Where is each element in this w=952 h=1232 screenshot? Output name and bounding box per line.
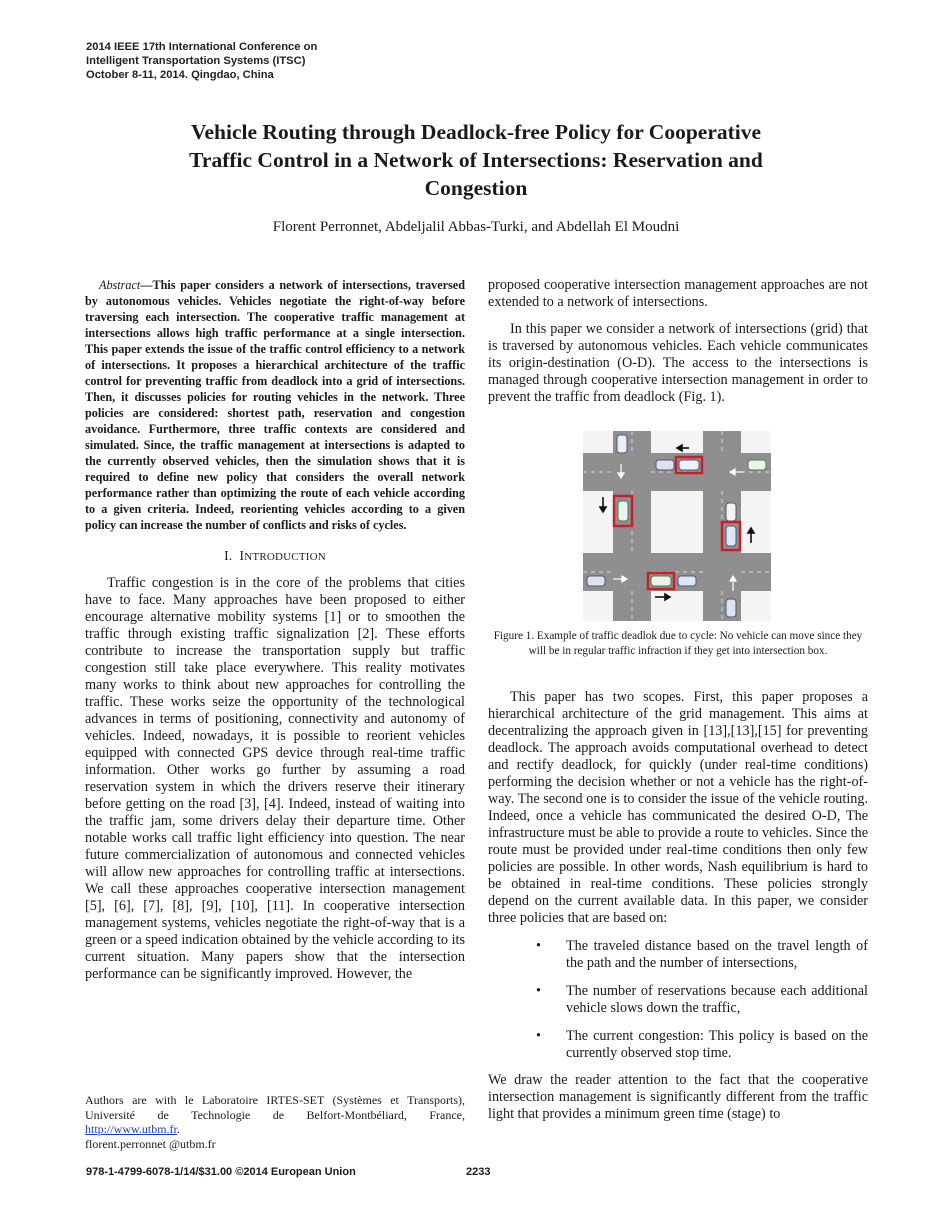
bullet-item-distance — [488, 938, 868, 972]
conference-line-1: 2014 IEEE 17th International Conference on — [86, 41, 318, 53]
bullet-dot: • — [536, 1028, 541, 1044]
footnote-affiliation — [85, 1093, 465, 1137]
bullet-dot: • — [536, 983, 541, 999]
conference-line-3: October 8-11, 2014. Qingdao, China — [86, 69, 274, 81]
footnote-text: Authors are with le Laboratoire IRTES-SET (Systèmes et Transports), Université de Technologie de Belfort-Montbéliard, France, — [85, 1093, 465, 1122]
title-line-2: Traffic Control in a Network of Intersections: Reservation and — [189, 148, 763, 172]
abstract-label: Abstract — [99, 278, 141, 292]
left-column — [85, 277, 465, 983]
utbm-link[interactable]: http://www.utbm.fr — [85, 1122, 177, 1136]
footer-isbn: 978-1-4799-6078-1/14/$31.00 ©2014 European Union — [86, 1166, 356, 1178]
bullet-text: The current congestion: This policy is based on the currently observed stop time. — [566, 1028, 868, 1061]
bullet-text: The number of reservations because each additional vehicle slows down the traffic, — [566, 983, 868, 1016]
right-column-top — [488, 277, 868, 406]
author-list: Florent Perronnet, Abdeljalil Abbas-Turki, and Abdellah El Moudni — [272, 219, 680, 235]
section-heading-introduction — [85, 547, 465, 566]
figure-deadlock-grid — [583, 431, 771, 621]
author-email: florent.perronnet @utbm.fr — [85, 1136, 216, 1151]
section-first-letter: I — [239, 548, 245, 563]
right-column-bottom — [488, 689, 868, 1123]
right-paragraph-3: This paper has two scopes. First, this paper proposes a hierarchical architecture of the grid management. This aims at decentralizing the approach given in [13],[13],[15] for preventing deadlock. The approach avoids computational overhead to detect and rectify deadlock, for quickly (under real-time conditions) performing the decision whether or not a vehicle has the right-of-way. The second one is to consider the issue of the vehicle routing. Indeed, once a vehicle has communicated the desired O-D, The infrastructure must be able to provide a route to vehicles. Since the route must be provided under real-time conditions then only few policies are possible. In other words, Nash equilibrium is hard to be obtained in real-time conditions. These policies strongly depend on the current available data. In this paper, we consider three policies that are based on: — [488, 689, 868, 926]
section-numeral: I. — [224, 548, 233, 563]
abstract — [85, 277, 465, 533]
bullet-item-congestion — [488, 1028, 868, 1062]
section-title-rest: NTRODUCTION — [244, 551, 326, 563]
abstract-text: This paper considers a network of intersections, traversed by autonomous vehicles. Vehicles negotiate the right-of-way before traversing each intersection. The cooperative traffic management at intersections allows high traffic performance at a single intersection. This paper extends the issue of the traffic control efficiency to a network of intersections. It proposes a hierarchical architecture of the traffic control for preventing traffic from deadlock into a grid of intersections. Then, it discusses policies for routing vehicles in the network. Three policies are considered: shortest path, reservation and congestion avoidance. Furthermore, three traffic contexts are considered and simulated. Since, the traffic management at intersections is adapted to the currently observed vehicles, then the simulation shows that it is required to define new policy that considers the overall network performance rather than optimizing the route of each vehicle according to a given criteria. Indeed, reorienting vehicles according to a given policy can increase the number of conflicts and risks of cycles. — [85, 278, 465, 532]
footnote — [85, 1093, 465, 1151]
paper-title — [100, 118, 852, 202]
conference-line-2: Intelligent Transportation Systems (ITSC) — [86, 55, 306, 67]
page-number: 2233 — [466, 1166, 491, 1178]
title-line-3: Congestion — [424, 176, 528, 200]
bullet-dot: • — [536, 938, 541, 954]
abstract-dash: — — [140, 278, 153, 292]
conference-header — [86, 40, 317, 82]
right-paragraph-2: In this paper we consider a network of intersections (grid) that is traversed by autonomous vehicles. Each vehicle communicates its origin-destination (O-D). The access to the intersections is managed through cooperative intersection management in order to prevent the traffic from deadlock (Fig. 1). — [488, 321, 868, 405]
right-paragraph-4: We draw the reader attention to the fact that the cooperative intersection management is significantly different from the traffic light that provides a minimum green time (stage) to — [488, 1072, 868, 1122]
bullet-text: The traveled distance based on the travel length of the path and the number of intersections, — [566, 938, 868, 971]
title-line-1: Vehicle Routing through Deadlock-free Policy for Cooperative — [190, 120, 762, 144]
bullet-item-reservations — [488, 983, 868, 1017]
intro-paragraph: Traffic congestion is in the core of the problems that cities have to face. Many approaches have been proposed to either encourage alternative mobility systems [1] or to smoothen the traffic through existing traffic signalization [2]. These efforts contribute to increase the transportation supply but traffic congestion still take place everywhere. This reality motivates many works to think about new approaches for controlling the traffic. These works seize the opportunity of the technological advances in terms of positioning, connectivity and autonomy of vehicles. Indeed, nowadays, it is possible to reorient vehicles equipped with connected GPS device through real-time traffic information. Other works go further by assuming a road reservation system in which the drivers reserve their itinerary before getting on the road [3], [4]. Indeed, instead of waiting into the traffic jam, some drivers delay their departure time. Other notable works call traffic light efficiency into question. The near future commercialization of autonomous and connected vehicles will allow new approaches for controlling traffic at intersections. We call these approaches cooperative intersection management [5], [6], [7], [8], [9], [10], [11]. In cooperative intersection management systems, vehicles negotiate the right-of-way that is a green or a speed indication obtained by the vehicle according to its current situation. Many papers show that the intersection performance can be significantly improved. However, the — [85, 575, 465, 982]
footnote-period: . — [176, 1122, 180, 1136]
figure-caption: Figure 1. Example of traffic deadlok due to cycle: No vehicle can move since they will be in regular traffic infraction if they get into intersection box. — [493, 630, 863, 657]
right-paragraph-1: proposed cooperative intersection management approaches are not extended to a network of intersections. — [488, 277, 868, 310]
